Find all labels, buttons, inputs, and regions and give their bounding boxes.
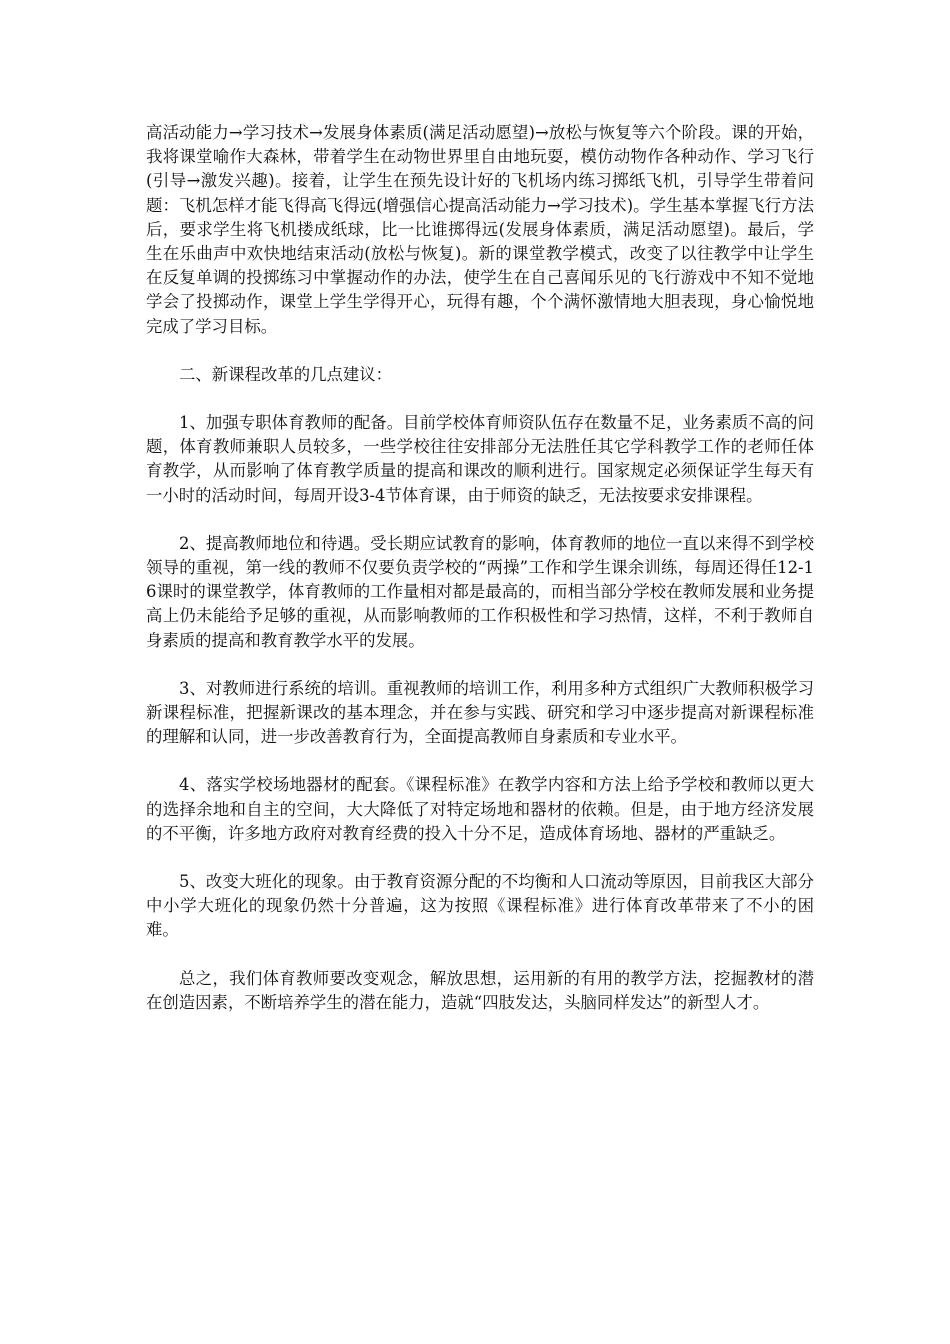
paragraph-continued: 高活动能力→学习技术→发展身体素质(满足活动愿望)→放松与恢复等六个阶段。课的开始，我将课堂喻作大森林，带着学生在动物世界里自由地玩耍，模仿动物作各种动作、学习飞行(引导→激发兴趣)。接着，让学生在预先设计好的飞机场内练习掷纸飞机，引导学生带着问题：飞机怎样才能飞得高飞得远(增强信心提高活动能力→学习技术)。学生基本掌握飞行方法后，要求学生将飞机搂成纸球，比一比谁掷得远(发展身体素质，满足活动愿望)。最后，学生在乐曲声中欢快地结束活动(放松与恢复)。新的课堂教学模式，改变了以往教学中让学生在反复单调的投掷练习中掌握动作的办法，使学生在自己喜闻乐见的飞行游戏中不知不觉地学会了投掷动作，课堂上学生学得开心，玩得有趣，个个满怀激情地大胆表现，身心愉悦地完成了学习目标。 (146, 123, 814, 336)
document-body (146, 121, 814, 1015)
suggestion-1-paragraph: 1、加强专职体育教师的配备。目前学校体育师资队伍存在数量不足，业务素质不高的问题，体育教师兼职人员较多，一些学校往往安排部分无法胜任其它学科教学工作的老师任体育教学，从而影响了体育教学质量的提高和课改的顺利进行。国家规定必须保证学生每天有一小时的活动时间，每周开设3-4节体育课，由于师资的缺乏，无法按要求安排课程。 (146, 413, 814, 505)
conclusion-paragraph: 总之，我们体育教师要改变观念，解放思想，运用新的有用的教学方法，挖掘教材的潜在创造因素，不断培养学生的潜在能力，造就“四肢发达，头脑同样发达”的新型人才。 (146, 968, 814, 1012)
suggestion-4-paragraph: 4、落实学校场地器材的配套。《课程标准》在教学内容和方法上给予学校和教师以更大的选择余地和自主的空间，大大降低了对特定场地和器材的依赖。但是，由于地方经济发展的不平衡，许多地方政府对教育经费的投入十分不足，造成体育场地、器材的严重缺乏。 (146, 775, 814, 843)
suggestion-3-paragraph: 3、对教师进行系统的培训。重视教师的培训工作，利用多种方式组织广大教师积极学习新课程标准，把握新课改的基本理念，并在参与实践、研究和学习中逐步提高对新课程标准的理解和认同，进一步改善教育行为，全面提高教师自身素质和专业水平。 (146, 678, 814, 747)
suggestion-5-paragraph: 5、改变大班化的现象。由于教育资源分配的不均衡和人口流动等原因，目前我区大部分中小学大班化的现象仍然十分普遍，这为按照《课程标准》进行体育改革带来了不小的困难。 (146, 872, 814, 940)
section-heading: 二、新课程改革的几点建议： (179, 364, 393, 384)
suggestion-2-paragraph: 2、提高教师地位和待遇。受长期应试教育的影响，体育教师的地位一直以来得不到学校领导的重视，第一线的教师不仅要负责学校的“两操”工作和学生课余训练，每周还得任12-16课时的课堂教学，体育教师的工作量相对都是最高的，而相当部分学校在教师发展和业务提高上仍未能给予足够的重视，从而影响教师的工作积极性和学习热情，这样，不利于教师自身素质的提高和教育教学水平的发展。 (146, 533, 814, 650)
